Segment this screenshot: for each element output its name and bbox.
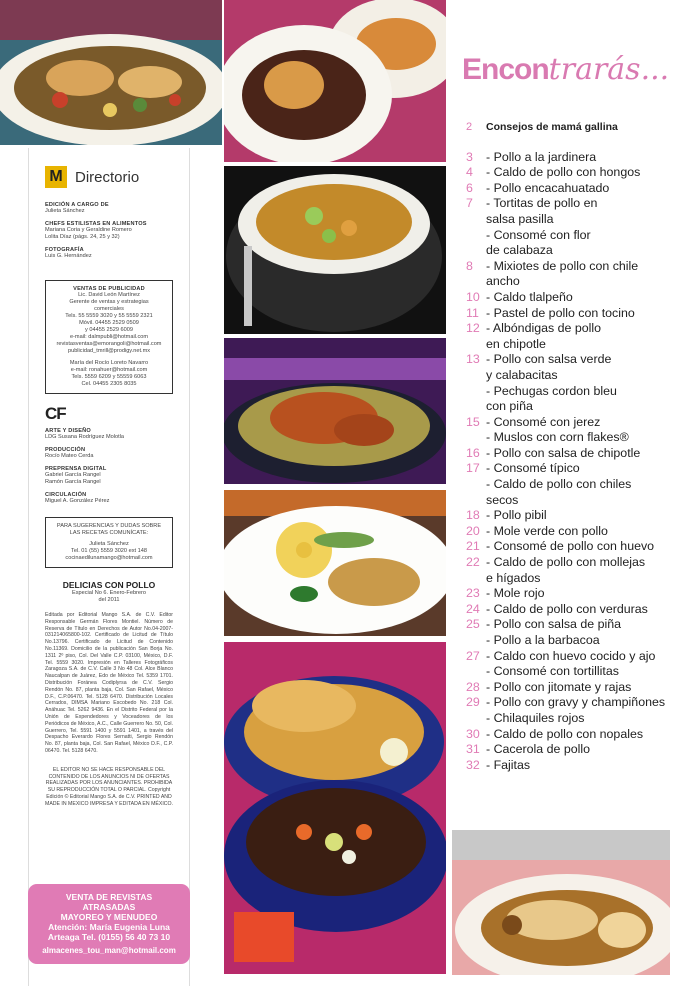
toc-page-number: 2 <box>466 121 473 133</box>
toc-entry <box>462 290 696 306</box>
toc-title: - Caldo con huevo cocido y ajo <box>486 648 656 663</box>
toc-page-number: 12 <box>466 321 480 336</box>
toc-title: - Muslos con corn flakes® <box>486 430 629 445</box>
credit-produccion: PRODUCCIÓN Rocío Mateo Cerda <box>45 447 94 459</box>
toc-entry <box>462 493 696 509</box>
toc-title: - Caldo de pollo con hongos <box>486 165 641 180</box>
toc-entry <box>462 150 696 166</box>
toc-entry <box>462 321 696 337</box>
toc-entry <box>462 477 696 493</box>
toc-entry <box>462 399 696 415</box>
credit-arte: ARTE Y DISEÑO LDG Susana Rodríguez Molotla <box>45 428 124 440</box>
toc-entry <box>462 555 696 571</box>
toc-page-number: 11 <box>466 305 479 320</box>
toc-title: - Pollo a la barbacoa <box>486 633 600 647</box>
toc-title: ancho <box>486 274 520 289</box>
toc-page-number: 23 <box>466 586 480 601</box>
toc-title: - Pollo encacahuatado <box>486 180 610 195</box>
toc-page-number <box>462 384 486 400</box>
toc-title: - Pollo con salsa verde <box>486 352 612 367</box>
toc-page-number: 32 <box>466 757 480 772</box>
toc-page-number: 3 <box>466 149 473 164</box>
toc-entry <box>462 633 696 649</box>
toc-entry <box>462 430 696 446</box>
toc-page-number: 24 <box>466 601 480 616</box>
toc-page-number: 6 <box>466 180 473 195</box>
toc-page-number <box>462 337 486 353</box>
ventas-box: VENTAS DE PUBLICIDAD Lic. David León Martínez Gerente de ventas y estrategias comerciales Tels. 55 5559 3020 y 55 5559 2321 Móvil. 04455 2529 0509 y 04455 2529 6009 e-mail: dalmpubli@hotmail.com revistasventas@emorangoli@hotmail.com publicidad_tmrill@prodigy.net.mx María del Rocío Loreto Navarro e-mail: ronahuer@hotmail.com Tels. 5559 6209 y 55559 6063 Cel. 04455 2305 8035 <box>45 280 173 394</box>
credit-chefs: CHEFS ESTILISTAS EN ALIMENTOS Mariana Coria y Geraldine Romero Lolita Díaz (págs. 24, 25 y 32) <box>45 221 147 240</box>
toc-page-number <box>462 633 486 649</box>
toc-page-number <box>462 477 486 493</box>
toc-entry <box>462 539 696 555</box>
toc-title: - Caldo tlalpeño <box>486 289 573 304</box>
toc-page-number <box>462 368 486 384</box>
toc-title: - Pollo con jitomate y rajas <box>486 679 632 694</box>
toc-title: - Tortitas de pollo en <box>486 196 598 211</box>
toc-title: - Pollo a la jardinera <box>486 149 597 164</box>
toc-title: - Caldo de pollo con chiles <box>486 477 632 492</box>
pibil-photo <box>224 338 446 484</box>
toc-entry <box>462 508 696 524</box>
toc-page-number <box>462 228 486 244</box>
toc-entry <box>462 727 696 743</box>
toc-entry <box>462 571 696 587</box>
toc-page-number: 18 <box>466 508 480 523</box>
toc-page-number: 30 <box>466 726 480 741</box>
toc-page-number <box>462 212 486 228</box>
toc-entry <box>462 384 696 400</box>
toc-title: - Caldo de pollo con verduras <box>486 601 648 616</box>
toc-page-number: 22 <box>466 555 480 570</box>
credit-preprensa: PREPRENSA DIGITAL Gabriel García Rangel Ramón García Rangel <box>45 466 107 485</box>
toc-entry <box>462 415 696 431</box>
photo-column <box>224 0 446 1004</box>
toc-page-number: 4 <box>466 165 473 180</box>
toc-page-number <box>462 274 486 290</box>
toc-title: - Consomé con flor <box>486 227 591 242</box>
toc-page-number <box>462 571 486 587</box>
toc-entry <box>462 742 696 758</box>
toc-page-number: 10 <box>466 289 480 304</box>
toc-title: - Consomé con tortillitas <box>486 664 619 679</box>
toc-entry <box>462 446 696 462</box>
cordon-bleu-photo <box>224 490 446 636</box>
toc-entry <box>462 306 696 322</box>
credit-fotografia: FOTOGRAFÍA Luis G. Hernández <box>45 247 92 259</box>
credit-edicion: EDICIÓN A CARGO DE Julieta Sánchez <box>45 202 109 214</box>
disclaimer-text: EL EDITOR NO SE HACE RESPONSABLE DEL CONTENIDO DE LOS ANUNCIOS NI DE OFERTAS REALIZADAS POR LOS ANUNCIANTES. PROHIBIDA SU REPRODUCCIÓN TOTAL O PARCIAL. Copyright Edición © Editorial Mango S.A. de C.V. PRINTED AND MADE IN MEXICO IMPRESA Y EDITADA EN MÉXICO. <box>45 766 173 807</box>
publisher-logo: M <box>45 166 67 188</box>
toc-entry <box>462 352 696 368</box>
toc-title: con piña <box>486 399 533 414</box>
toc-title: - Pastel de pollo con tocino <box>486 305 635 320</box>
toc-entry <box>462 461 696 477</box>
toc-page-number: 20 <box>466 523 480 538</box>
toc-entry <box>462 649 696 665</box>
toc-entry <box>462 695 696 711</box>
magazine-name: DELICIAS CON POLLO <box>62 580 156 590</box>
toc-entry <box>462 212 696 228</box>
toc-entry <box>462 711 696 727</box>
toc-page-number: 16 <box>466 445 480 460</box>
toc-title: de calabaza <box>486 243 553 258</box>
tortitas-photo <box>224 0 446 162</box>
toc-entry <box>462 586 696 602</box>
toc-title: - Cacerola de pollo <box>486 742 591 757</box>
toc-page-number: 25 <box>466 617 480 632</box>
toc-page-number: 28 <box>466 679 480 694</box>
toc-page-number: 13 <box>466 352 480 367</box>
left-column <box>0 0 222 1004</box>
toc-entry <box>462 680 696 696</box>
toc-entry <box>462 758 696 774</box>
toc-entry <box>462 274 696 290</box>
chicken-stew-photo <box>0 0 222 145</box>
toc-title: Consejos de mamá gallina <box>486 121 618 133</box>
toc-page-number: 31 <box>466 742 480 757</box>
toc-entry <box>462 165 696 181</box>
toc-entry <box>462 243 696 259</box>
toc-entry <box>462 337 696 353</box>
toc-title: - Pechugas cordon bleu <box>486 383 617 398</box>
cf-logo: CF <box>45 404 66 423</box>
toc-page-number: 8 <box>466 258 473 273</box>
issue-year: del 2011 <box>98 597 120 603</box>
toc-title: e hígados <box>486 570 541 585</box>
legal-text: Editada por Editorial Mango S.A. de C.V. Editor Responsable Germán Flores Montiel. Número de Reserva de Título en Derechos de Autor No.04-2007-031214065800-102. Certificado de Licitud de Título No.13796. Certificado de Licitud de Contenido No.11369. Domicilio de la publicación San Borja No. 1311 2º piso, Col. Del Valle C.P. 03100, México, D.F. Tel. 5559 3020. Impresión en Talleres Fotográficos Zaragoza S.A. de C.V. Calle 3 No 48 Col. Alce Blanco Naucalpan de Juárez, Edo de México Tel. 5359 1701. Distribución Foránea Codiplyrsa de C.V. Sergio Rendón No. 87, planta baja, Col. San Rafael, México D.F., C.P.06470. Tel. 5128 6470. Distribución Locales Cerrados, DIMSA Mariano Escobedo No. 218 Col. Anáhuac Tel. 5262 9436. En el Distrito Federal por la Unión de Expendedores y Voceadores de los Periódicos de México, A.C., Calle Guerrero No. 50, Col. Guerrero, Tel. 5591 1400 y 5591 1401, a través del Despacho Everardo Flores Sernatti, Sergio Rendón No. 87, planta baja, Col. San Rafael, México D.F., C.P. 06470. Tel. 5128 6470. <box>45 612 173 754</box>
soup-bowl-photo <box>224 166 446 334</box>
toc-page-number: 17 <box>466 461 480 476</box>
toc-title: - Mole rojo <box>486 586 545 601</box>
toc-page-number <box>462 711 486 727</box>
toc-entry <box>462 524 696 540</box>
toc-page-number: 27 <box>466 648 480 663</box>
toc-page-number: 15 <box>466 414 480 429</box>
contents-heading: Encontrarás... <box>462 52 670 87</box>
toc-title: - Chilaquiles rojos <box>486 710 585 725</box>
toc-title: - Pollo con salsa de piña <box>486 617 622 632</box>
toc-entry <box>462 181 696 197</box>
toc-title: - Consomé de pollo con huevo <box>486 539 655 554</box>
toc-title: salsa pasilla <box>486 211 554 226</box>
issue-line: Especial No 6. Enero-Febrero <box>72 590 146 596</box>
directory-title: Directorio <box>75 168 140 186</box>
toc-page-number <box>462 493 486 509</box>
toc-entry <box>462 259 696 275</box>
credit-circulacion: CIRCULACIÓN Miguel A. González Pérez <box>45 492 110 504</box>
directory-panel <box>28 148 190 986</box>
toc-page-number <box>462 664 486 680</box>
toc-entry <box>462 368 696 384</box>
chicken-mushroom-photo <box>452 830 670 975</box>
toc-entry <box>462 602 696 618</box>
toc-title: - Consomé con jerez <box>486 414 601 429</box>
toc-title: - Mixiotes de pollo con chile <box>486 258 639 273</box>
toc-page-number: 7 <box>466 196 473 211</box>
toc-title: - Pollo pibil <box>486 508 547 523</box>
toc-page-number: 29 <box>466 695 480 710</box>
sugerencias-box: PARA SUGERENCIAS Y DUDAS SOBRE LAS RECETAS COMUNÍCATE: Julieta Sánchez Tel. 01 (55) 5559 3020 ext 148 cocinaedilunamango@hotmail.com <box>45 517 173 568</box>
back-issues-box: VENTA DE REVISTAS ATRASADAS MAYOREO Y MENUDEO Atención: María Eugenia Luna Arteaga Tel. (0155) 56 40 73 10 almacenes_tou_man@hotmail.com <box>28 884 190 964</box>
toc-title: en chipotle <box>486 336 546 351</box>
table-of-contents <box>462 120 696 773</box>
toc-title: secos <box>486 492 519 507</box>
toc-page-number: 21 <box>466 539 480 554</box>
toc-title: - Pollo con gravy y champiñones <box>486 695 666 710</box>
toc-page-number <box>462 243 486 259</box>
toc-title: - Fajitas <box>486 757 531 772</box>
toc-entry <box>462 617 696 633</box>
toc-page-number <box>462 430 486 446</box>
toc-entry <box>462 664 696 680</box>
contact-email: almacenes_tou_man@hotmail.com <box>42 946 176 955</box>
toc-entry <box>462 120 696 136</box>
toc-title: - Consomé típico <box>486 461 580 476</box>
toc-title: - Caldo de pollo con mollejas <box>486 555 646 570</box>
toc-entry <box>462 196 696 212</box>
toc-title: - Mole verde con pollo <box>486 523 608 538</box>
toc-title: - Albóndigas de pollo <box>486 321 602 336</box>
toc-title: - Pollo con salsa de chipotle <box>486 445 641 460</box>
consomme-photo <box>224 642 446 974</box>
toc-entry <box>462 228 696 244</box>
toc-title: - Caldo de pollo con nopales <box>486 726 644 741</box>
toc-page-number <box>462 399 486 415</box>
toc-title: y calabacitas <box>486 367 558 382</box>
